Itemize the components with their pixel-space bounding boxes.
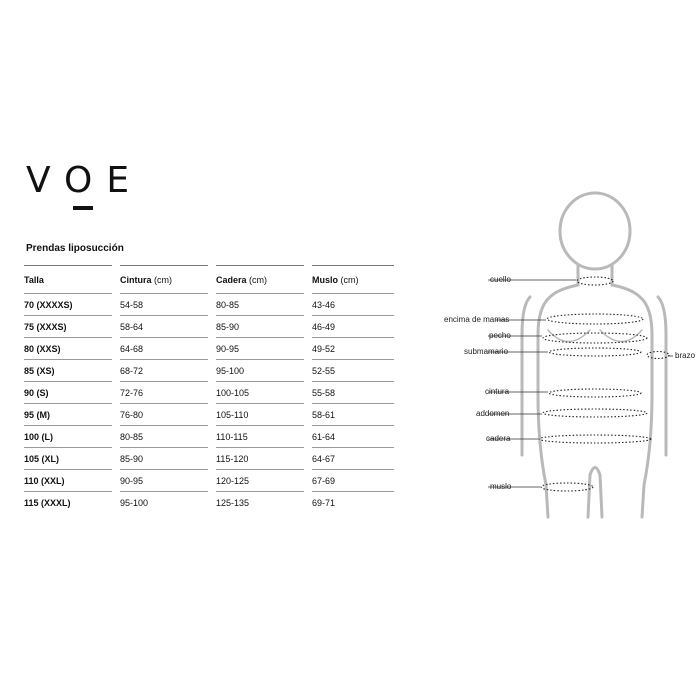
abdomen-measure — [543, 409, 647, 417]
table-cell: 69-71 — [312, 497, 336, 508]
legs-inner-outline — [588, 468, 602, 518]
table-row — [24, 381, 402, 403]
table-row — [24, 337, 402, 359]
table-cell: 61-64 — [312, 431, 336, 442]
table-row — [24, 447, 402, 469]
column-header-cintura: Cintura — [120, 274, 152, 285]
arm-left-outline — [522, 297, 530, 455]
label-submamario: submamario — [464, 347, 509, 356]
label-cuello: cuello — [490, 275, 511, 284]
table-header-row — [24, 265, 402, 293]
table-cell: 85-90 — [120, 453, 144, 464]
table-cell: 70 (XXXXS) — [24, 299, 73, 310]
label-muslo: muslo — [490, 482, 512, 491]
neck-measure — [577, 277, 613, 285]
table-cell: 67-69 — [312, 475, 336, 486]
table-cell: 76-80 — [120, 409, 144, 420]
table-cell: 54-58 — [120, 299, 144, 310]
waist-measure — [549, 389, 641, 397]
table-row — [24, 359, 402, 381]
overbust-measure — [547, 314, 643, 324]
table-row — [24, 315, 402, 337]
label-cadera: cadera — [486, 434, 511, 443]
table-row — [24, 293, 402, 315]
table-cell: 72-76 — [120, 387, 144, 398]
table-cell: 105-110 — [216, 409, 249, 420]
table-cell: 125-135 — [216, 497, 250, 508]
column-unit-cintura: (cm) — [154, 274, 173, 285]
bust-outline — [548, 330, 642, 342]
label-brazo: brazo — [675, 351, 696, 360]
table-cell: 90 (S) — [24, 387, 49, 398]
underbust-measure — [549, 348, 641, 356]
column-unit-cadera: (cm) — [249, 274, 268, 285]
column-header-talla: Talla — [24, 274, 44, 285]
column-unit-muslo: (cm) — [340, 274, 359, 285]
table-cell: 46-49 — [312, 321, 336, 332]
table-cell: 90-95 — [120, 475, 144, 486]
size-table — [24, 265, 402, 513]
label-cintura: cintura — [485, 387, 510, 396]
table-cell: 43-46 — [312, 299, 336, 310]
torso-right-outline — [612, 285, 652, 517]
table-cell: 80 (XXS) — [24, 343, 61, 354]
table-cell: 64-67 — [312, 453, 336, 464]
table-cell: 80-85 — [120, 431, 144, 442]
table-cell: 55-58 — [312, 387, 336, 398]
logo-underline — [73, 206, 93, 210]
brand-logo: VOE — [26, 160, 144, 201]
table-cell: 100-105 — [216, 387, 250, 398]
label-addomen: addomen — [476, 409, 510, 418]
table-cell: 58-61 — [312, 409, 336, 420]
head-outline — [560, 193, 630, 269]
table-cell: 58-64 — [120, 321, 144, 332]
table-row — [24, 425, 402, 447]
table-row — [24, 403, 402, 425]
table-cell: 95-100 — [120, 497, 149, 508]
table-cell: 95 (M) — [24, 409, 51, 420]
table-cell: 110 (XXL) — [24, 475, 65, 486]
table-cell: 80-85 — [216, 299, 240, 310]
bust-measure — [543, 333, 647, 343]
table-cell: 85-90 — [216, 321, 240, 332]
table-cell: 85 (XS) — [24, 365, 55, 376]
table-cell: 115-120 — [216, 453, 249, 464]
arm-right-outline — [658, 297, 666, 455]
label-pecho: pecho — [489, 331, 511, 340]
table-cell: 49-52 — [312, 343, 336, 354]
label-encima-de-mamas: encima de mamas — [444, 315, 510, 324]
table-title: Prendas liposucción — [26, 243, 124, 254]
thigh-measure — [541, 483, 593, 491]
table-row — [24, 491, 402, 513]
table-cell: 105 (XL) — [24, 453, 60, 464]
table-cell: 100 (L) — [24, 431, 54, 442]
table-cell: 110-115 — [216, 431, 248, 442]
column-header-cadera: Cadera — [216, 274, 247, 285]
table-cell: 120-125 — [216, 475, 250, 486]
hip-measure — [539, 435, 651, 443]
table-cell: 52-55 — [312, 365, 336, 376]
table-cell: 68-72 — [120, 365, 144, 376]
table-cell: 95-100 — [216, 365, 245, 376]
table-cell: 64-68 — [120, 343, 144, 354]
body-measurement-diagram — [430, 185, 680, 530]
table-cell: 115 (XXXL) — [24, 497, 71, 508]
table-row — [24, 469, 402, 491]
table-cell: 75 (XXXS) — [24, 321, 67, 332]
table-cell: 90-95 — [216, 343, 240, 354]
column-header-muslo: Muslo — [312, 274, 338, 285]
